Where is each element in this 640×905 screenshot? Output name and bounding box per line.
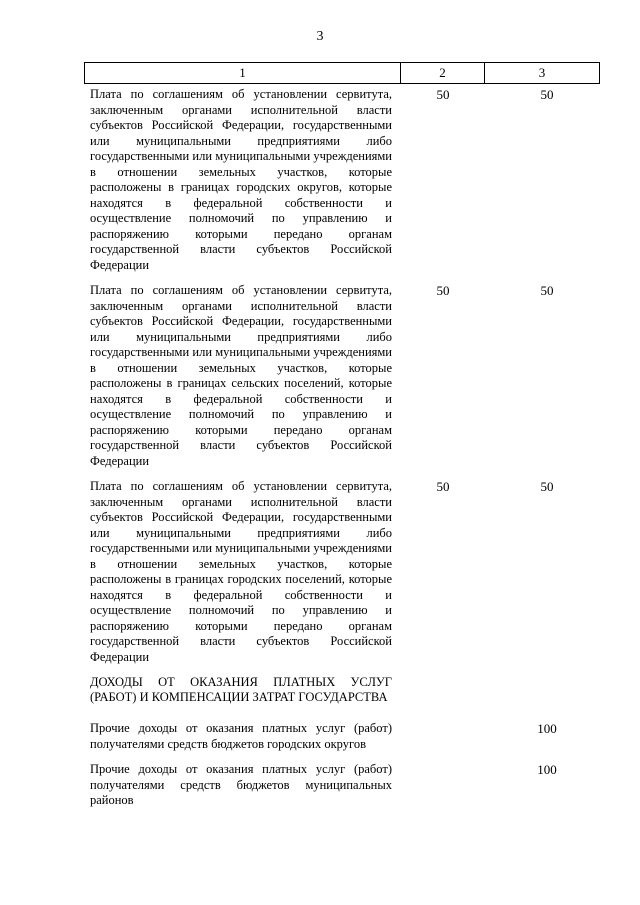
row-description: Плата по соглашениям об установлении сервитута, заключенным органами исполнительной власти субъектов Российской Федерации, государственными или муниципальными предприятиями либо государственными или муниципальными учреждениями в отношении земельных участков, которые расположены в границах сельских поселений, которые находятся в федеральной собственности и осуществление полномочий по управлению и распоряжению которыми передано органам государственной власти субъектов Российской Федерации (90, 283, 392, 468)
row-col-3-value: 50 (540, 87, 554, 102)
section-heading-row (90, 675, 600, 705)
row-col-2-value: 50 (436, 283, 450, 298)
table-header (84, 62, 600, 84)
row-col-2-value: 50 (436, 479, 450, 494)
row-col-2-value: 50 (436, 87, 450, 102)
row-col-3-value: 50 (540, 479, 554, 494)
row-col-2-value (392, 762, 484, 809)
header-col-1: 1 (85, 63, 401, 83)
table-row (90, 479, 600, 665)
header-col-3: 3 (538, 65, 546, 80)
row-description: Прочие доходы от оказания платных услуг (работ) получателями средств бюджетов городских округов (90, 721, 392, 751)
row-description: Плата по соглашениям об установлении сервитута, заключенным органами исполнительной власти субъектов Российской Федерации, государственными или муниципальными предприятиями либо государственными или муниципальными учреждениями в отношении земельных участков, которые расположены в границах городских округов, которые находятся в федеральной собственности и осуществление полномочий по управлению и распоряжению которыми передано органам государственной власти субъектов Российской Федерации (90, 87, 392, 272)
row-col-3-value: 100 (537, 721, 557, 736)
header-col-2: 2 (401, 63, 485, 83)
table-row (90, 721, 600, 752)
row-col-3-value: 50 (540, 283, 554, 298)
row-description: Плата по соглашениям об установлении сервитута, заключенным органами исполнительной власти субъектов Российской Федерации, государственными или муниципальными предприятиями либо государственными или муниципальными учреждениями в отношении земельных участков, которые расположены в границах городских поселений, которые находятся в федеральной собственности и осуществление полномочий по управлению и распоряжению которыми передано органам государственной власти субъектов Российской Федерации (90, 479, 392, 664)
row-description: Прочие доходы от оказания платных услуг (работ) получателями средств бюджетов муниципальных районов (90, 762, 392, 807)
table-row (90, 87, 600, 273)
row-col-2-value (392, 675, 484, 705)
section-heading: ДОХОДЫ ОТ ОКАЗАНИЯ ПЛАТНЫХ УСЛУГ (РАБОТ) И КОМПЕНСАЦИИ ЗАТРАТ ГОСУДАРСТВА (90, 675, 392, 704)
table-row (90, 283, 600, 469)
row-col-2-value (392, 721, 484, 752)
table-row (90, 762, 600, 809)
row-col-3-value: 100 (537, 762, 557, 777)
table-body (90, 87, 600, 819)
page-number: 3 (316, 29, 324, 44)
row-col-3-value (484, 675, 600, 705)
